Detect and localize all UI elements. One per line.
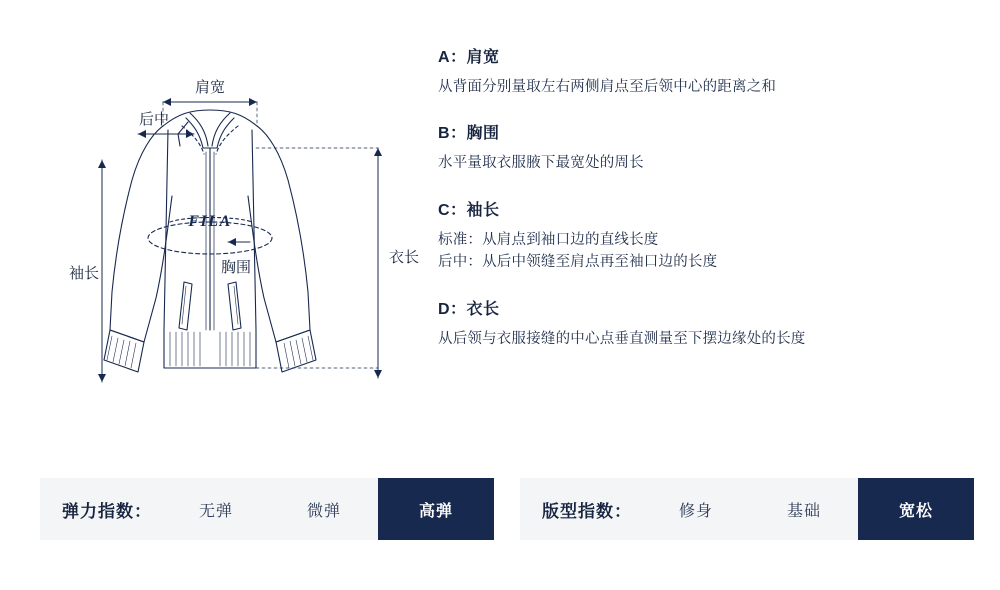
legend-block-bust [438, 120, 968, 174]
legend-text-bust-1: 水平量取衣服腋下最宽处的周长 [438, 155, 644, 172]
label-body-length: 衣长 [388, 249, 420, 266]
elasticity-options [162, 478, 494, 540]
fit-option-loose[interactable]: 宽松 [858, 478, 974, 540]
legend-block-length [438, 296, 968, 350]
legend-text-shoulder-1: 从背面分别量取左右两侧肩点至后领中心的距离之和 [438, 79, 777, 95]
elasticity-option-none[interactable]: 无弹 [198, 502, 233, 520]
elasticity-index-bar [40, 478, 488, 540]
label-shoulder-width: 肩宽 [194, 79, 226, 96]
elasticity-index-label: 弹力指数： [62, 501, 152, 521]
label-sleeve-length: 袖长 [68, 265, 100, 282]
fit-option-regular[interactable]: 基础 [786, 502, 821, 520]
brand-logo: FILA [188, 213, 232, 230]
legend-block-shoulder [438, 44, 968, 98]
fit-option-slim[interactable]: 修身 [678, 502, 713, 520]
fit-index-bar [520, 478, 960, 540]
legend-title-bust: B：胸围 [438, 125, 500, 143]
legend-text-sleeve-1: 标准：从肩点到袖口边的直线长度 [438, 231, 659, 248]
legend-title-sleeve: C：袖长 [438, 201, 500, 219]
legend-block-sleeve [438, 197, 968, 274]
legend-title-shoulder: A：肩宽 [438, 49, 500, 66]
label-back-center: 后中 [138, 111, 170, 128]
elasticity-option-slight[interactable]: 微弹 [306, 502, 341, 520]
measurement-descriptions [438, 44, 968, 372]
fit-index-label: 版型指数： [542, 501, 632, 521]
jacket-illustration [60, 30, 420, 410]
garment-measurement-diagram [60, 30, 420, 410]
fit-options [642, 478, 974, 540]
legend-text-length-1: 从后领与衣服接缝的中心点垂直测量至下摆边缘处的长度 [438, 330, 806, 347]
legend-text-sleeve-2: 后中：从后中领缝至肩点再至袖口边的长度 [438, 254, 718, 271]
elasticity-option-high[interactable]: 高弹 [378, 478, 494, 540]
label-bust: 胸围 [220, 259, 252, 276]
legend-title-length: D：衣长 [438, 300, 500, 318]
